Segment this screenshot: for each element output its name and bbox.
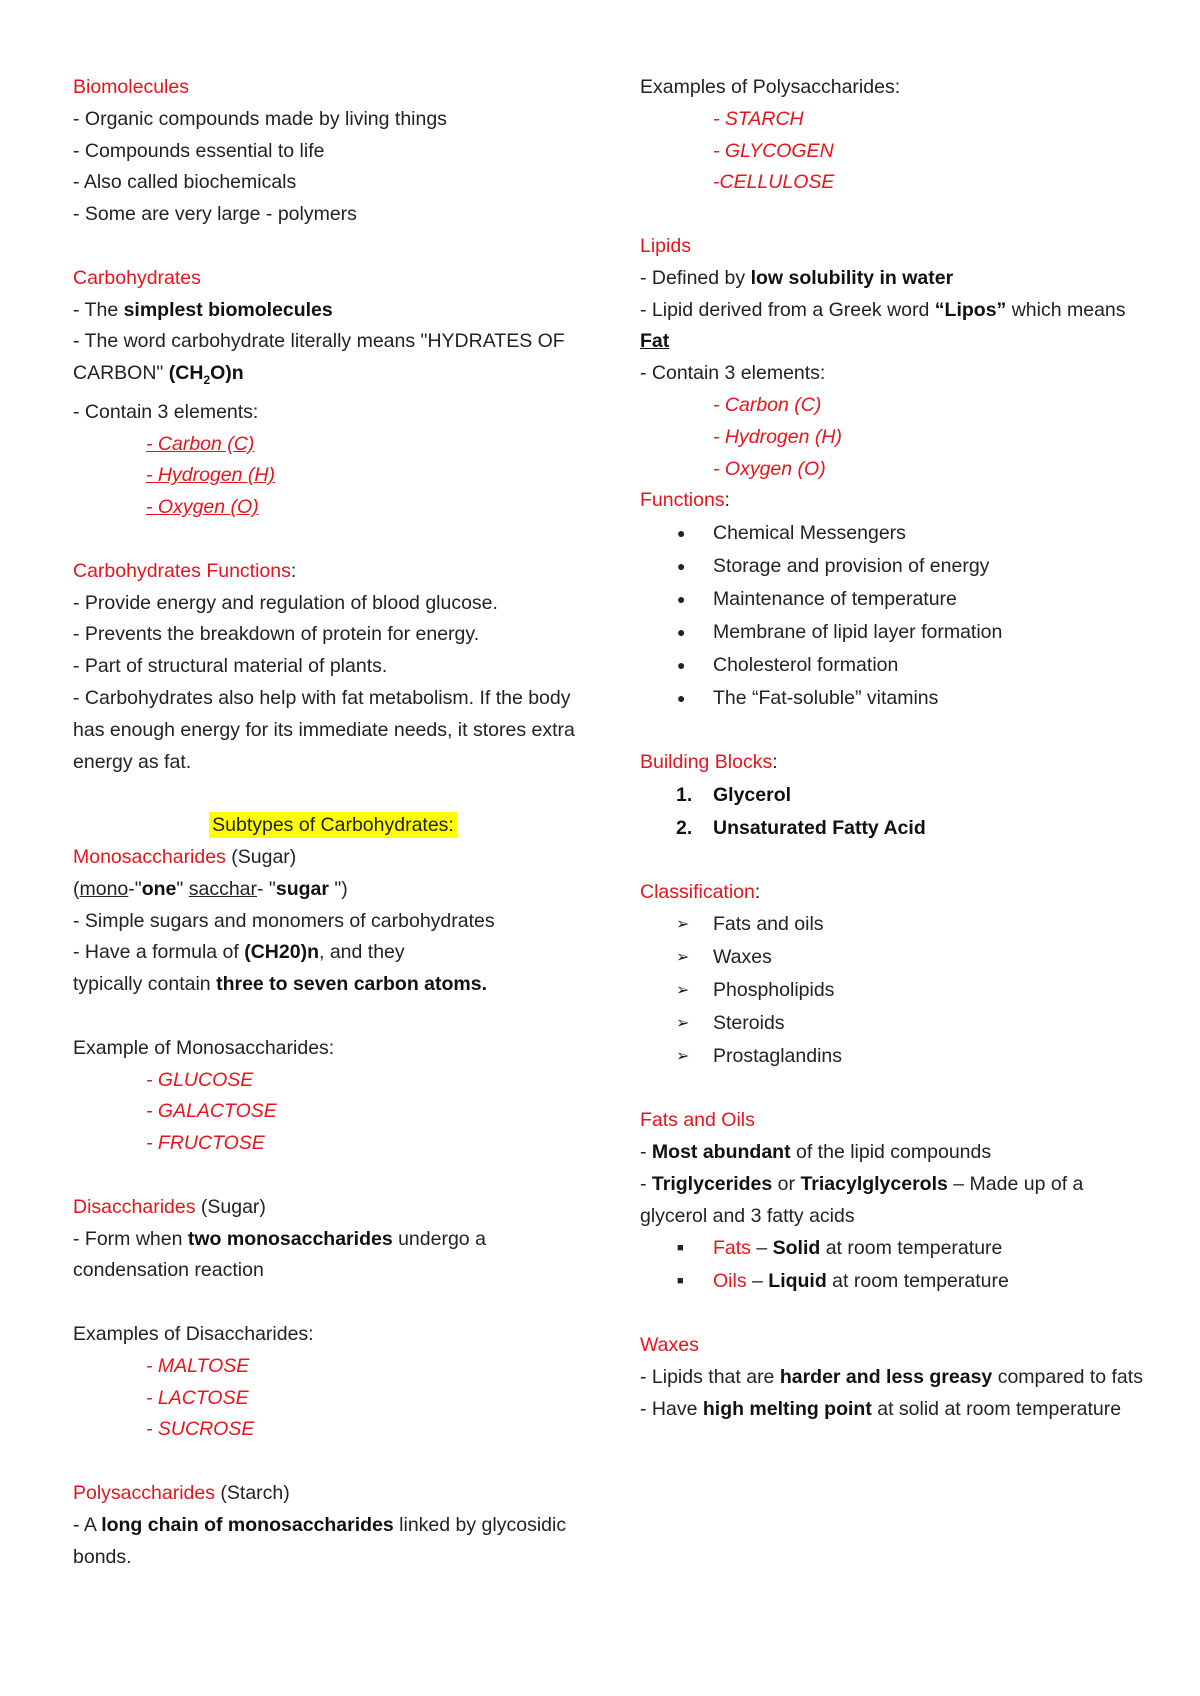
example-item: - FRUCTOSE <box>146 1132 265 1155</box>
section-title-polysaccharides: Polysaccharides (Starch) <box>73 1481 290 1504</box>
section-title-building-blocks: Building Blocks: <box>640 750 778 773</box>
list-item: - Have a formula of (CH20)n, and they <box>73 941 405 964</box>
element-item: - Carbon (C) <box>713 393 822 416</box>
section-title-carbohydrates-functions: Carbohydrates Functions: <box>73 559 297 582</box>
list-item: ● Chemical Messengers <box>640 517 1150 550</box>
example-item: - GALACTOSE <box>146 1100 277 1123</box>
list-item: ● Cholesterol formation <box>640 649 1150 682</box>
element-item: - Carbon (C) <box>146 432 255 455</box>
list-item: - Have high melting point at solid at room temperature <box>640 1397 1122 1420</box>
list-item: - Contain 3 elements: <box>73 400 259 423</box>
example-item: - LACTOSE <box>146 1386 249 1409</box>
etymology-line: (mono-"one" sacchar- "sugar ") <box>73 877 348 900</box>
list-item: ● Maintenance of temperature <box>640 583 1150 616</box>
arrow-bullet-icon: ➢ <box>676 916 690 934</box>
list-item: - Lipid derived from a Greek word “Lipos” which means Fat <box>640 298 1126 353</box>
list-item: ● Storage and provision of energy <box>640 550 1150 583</box>
example-item: - MALTOSE <box>146 1354 250 1377</box>
example-item: - GLYCOGEN <box>713 139 834 162</box>
list-item: 1. Glycerol <box>676 783 792 806</box>
list-item: - Provide energy and regulation of blood glucose. <box>73 591 498 614</box>
list-item: - Some are very large - polymers <box>73 203 357 226</box>
section-title-carbohydrates: Carbohydrates <box>73 266 201 289</box>
element-item: - Hydrogen (H) <box>713 425 842 448</box>
list-item: - Defined by low solubility in water <box>640 266 954 289</box>
bullet-icon: ● <box>677 690 686 707</box>
section-title-monosaccharides: Monosaccharides (Sugar) <box>73 846 297 869</box>
list-item: ➢ Fats and oils <box>640 908 1150 941</box>
arrow-bullet-icon: ➢ <box>676 1048 690 1066</box>
section-title-waxes: Waxes <box>640 1334 699 1357</box>
list-item: - Compounds essential to life <box>73 139 325 162</box>
square-bullet-icon: ■ <box>677 1242 684 1255</box>
list-item: ➢ Phospholipids <box>640 974 1150 1007</box>
section-title-functions: Functions: <box>640 489 730 512</box>
element-item: - Oxygen (O) <box>713 457 826 480</box>
list-item: - The word carbohydrate literally means "HYDRATES OF CARBON" $(CH_2O)n$ <box>73 330 565 388</box>
arrow-bullet-icon: ➢ <box>676 982 690 1000</box>
left-column <box>73 72 593 1573</box>
square-bullet-icon: ■ <box>677 1275 684 1288</box>
list-item: - Also called biochemicals <box>73 171 297 194</box>
list-item: - Part of structural material of plants. <box>73 655 388 678</box>
example-item: - GLUCOSE <box>146 1068 254 1091</box>
list-item: ● The “Fat-soluble” vitamins <box>640 682 1150 715</box>
list-item: ➢ Steroids <box>640 1007 1150 1040</box>
bullet-icon: ● <box>677 591 686 608</box>
examples-title: Examples of Polysaccharides: <box>640 76 901 98</box>
right-column <box>640 72 1150 1426</box>
element-item: - Oxygen (O) <box>146 496 259 519</box>
bullet-icon: ● <box>677 624 686 641</box>
list-item: ■ Oils – Liquid at room temperature <box>640 1265 1150 1298</box>
section-title-lipids: Lipids <box>640 234 691 257</box>
arrow-bullet-icon: ➢ <box>676 1015 690 1033</box>
list-item: - Prevents the breakdown of protein for energy. <box>73 623 480 646</box>
list-item: - Form when two monosaccharides undergo a condensation reaction <box>73 1227 486 1282</box>
bullet-icon: ● <box>677 525 686 542</box>
section-title-fats-and-oils: Fats and Oils <box>640 1109 755 1132</box>
section-title-classification: Classification: <box>640 880 761 903</box>
list-item: ➢ Waxes <box>640 941 1150 974</box>
list-item: - Contain 3 elements: <box>640 362 826 385</box>
list-item: - Most abundant of the lipid compounds <box>640 1140 992 1163</box>
section-title-disaccharides: Disaccharides (Sugar) <box>73 1195 266 1218</box>
list-item: ■ Fats – Solid at room temperature <box>640 1232 1150 1265</box>
example-item: - SUCROSE <box>146 1418 255 1441</box>
list-item: - The simplest biomolecules <box>73 298 333 321</box>
list-item: typically contain three to seven carbon atoms. <box>73 973 487 996</box>
subtypes-heading: Subtypes of Carbohydrates: <box>73 810 593 842</box>
example-item: -CELLULOSE <box>713 171 835 194</box>
examples-title: Examples of Disaccharides: <box>73 1322 314 1345</box>
bullet-icon: ● <box>677 657 686 674</box>
list-item: - Carbohydrates also help with fat metabolism. If the body has enough energy for its immediate needs, it stores extra energy as fat. <box>73 687 575 773</box>
example-item: - STARCH <box>713 107 804 130</box>
list-item: - Triglycerides or Triacylglycerols – Made up of a glycerol and 3 fatty acids <box>640 1172 1084 1227</box>
list-item: ➢ Prostaglandins <box>640 1040 1150 1073</box>
list-item: - Lipids that are harder and less greasy compared to fats <box>640 1365 1143 1388</box>
examples-title: Example of Monosaccharides: <box>73 1036 335 1059</box>
element-item: - Hydrogen (H) <box>146 464 275 487</box>
list-item: - Organic compounds made by living things <box>73 107 447 130</box>
list-item: 2. Unsaturated Fatty Acid <box>676 816 926 839</box>
bullet-icon: ● <box>677 558 686 575</box>
arrow-bullet-icon: ➢ <box>676 949 690 967</box>
list-item: ● Membrane of lipid layer formation <box>640 616 1150 649</box>
list-item: - A long chain of monosaccharides linked by glycosidic bonds. <box>73 1513 567 1568</box>
section-title-biomolecules: Biomolecules <box>73 76 189 98</box>
list-item: - Simple sugars and monomers of carbohydrates <box>73 909 495 932</box>
